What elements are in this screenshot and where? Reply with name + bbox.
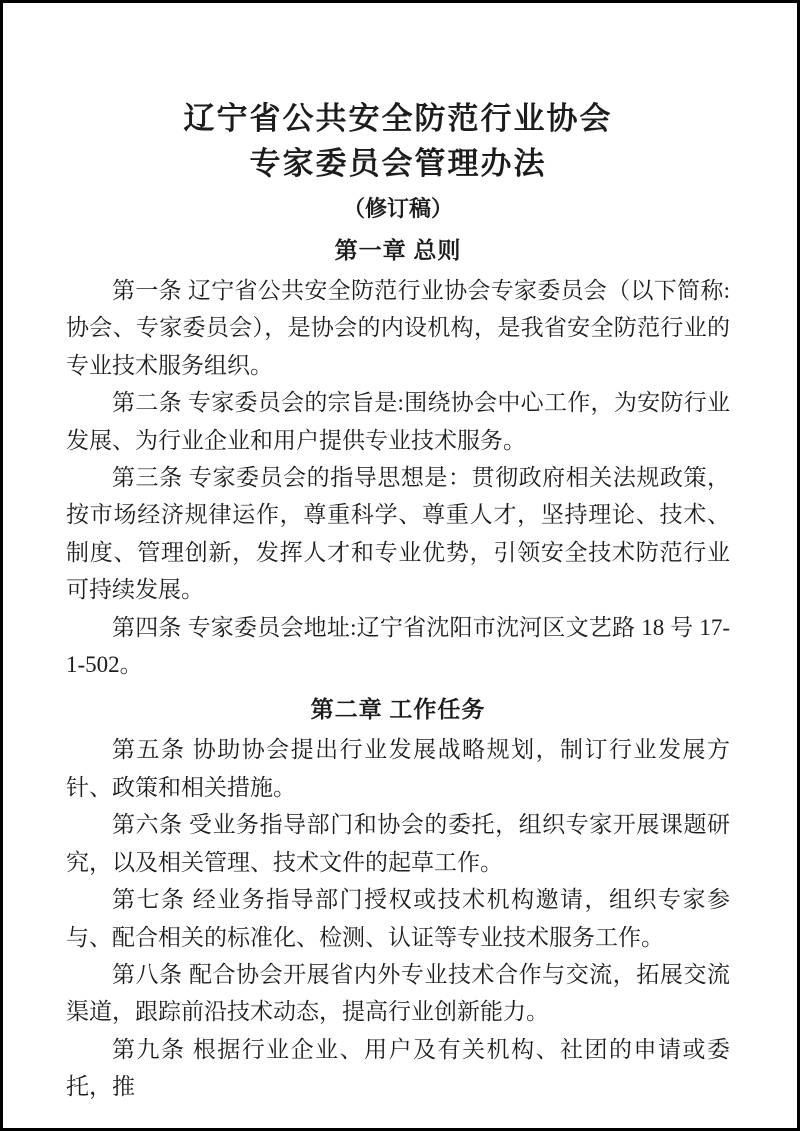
paragraph-article-4: 第四条 专家委员会地址:辽宁省沈阳市沈河区文艺路 18 号 17-1-502。 xyxy=(66,614,730,678)
paragraph-article-9: 第九条 根据行业企业、用户及有关机构、社团的申请或委托，推 xyxy=(66,1036,730,1100)
chapter-2-heading: 第二章 工作任务 xyxy=(310,697,486,723)
paragraph-article-6: 第六条 受业务指导部门和协会的委托，组织专家开展课题研究，以及相关管理、技术文件的起草工作。 xyxy=(66,812,730,875)
paragraph-article-2: 第二条 专家委员会的宗旨是:围绕协会中心工作，为安防行业发展、为行业企业和用户提供专业技术服务。 xyxy=(66,390,730,453)
paragraph-article-1: 第一条 辽宁省公共安全防范行业协会专家委员会（以下简称: 协会、专家委员会），是协会的内设机构，是我省安全防范行业的专业技术服务组织。 xyxy=(66,278,730,378)
paragraph-article-7: 第七条 经业务指导部门授权或技术机构邀请，组织专家参与、配合相关的标准化、检测、认证等专业技术服务工作。 xyxy=(66,887,730,950)
chapter-1-heading: 第一章 总则 xyxy=(334,238,462,263)
paragraph-article-8: 第八条 配合协会开展省内外专业技术合作与交流，拓展交流渠道，跟踪前沿技术动态，提高行业创新能力。 xyxy=(66,961,730,1025)
title-line-1: 辽宁省公共安全防范行业协会 xyxy=(183,101,613,136)
document-body xyxy=(3,3,797,1128)
document-title xyxy=(66,96,730,186)
title-line-2: 专家委员会管理办法 xyxy=(249,146,547,181)
paragraph-article-3: 第三条 专家委员会的指导思想是：贯彻政府相关法规政策，按市场经济规律运作，尊重科学、尊重人才，坚持理论、技术、制度、管理创新，发挥人才和专业优势，引领安全技术防范行业可持续发展。 xyxy=(66,465,730,603)
paragraph-article-5: 第五条 协助协会提出行业发展战略规划，制订行业发展方针、政策和相关措施。 xyxy=(66,737,730,800)
document-subtitle: （修订稿） xyxy=(342,196,453,221)
